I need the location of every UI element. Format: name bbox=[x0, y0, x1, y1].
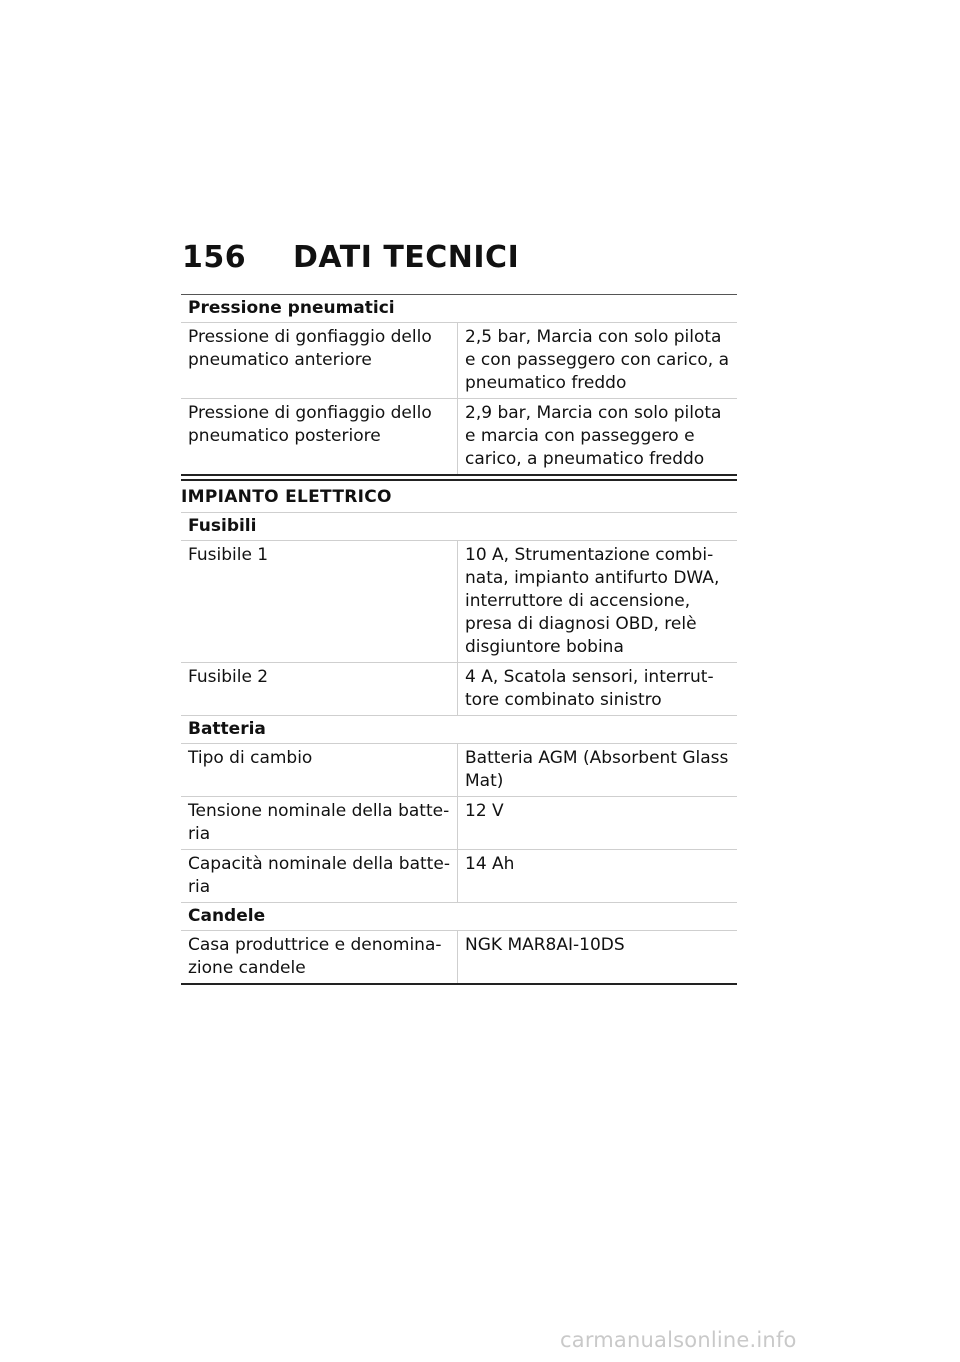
battery-type-label: Tipo di cambio bbox=[181, 744, 458, 796]
table-row bbox=[181, 931, 737, 983]
tire-pressure-title: Pressione pneumatici bbox=[181, 295, 737, 323]
battery-capacity-value: 14 Ah bbox=[465, 854, 515, 874]
battery-voltage-label: Tensione nominale della batteria bbox=[181, 797, 458, 849]
table-row bbox=[181, 663, 737, 716]
battery-title: Batteria bbox=[181, 716, 737, 744]
front-tire-pressure-value: 2,5 bar, Marcia con solo pilota e con passeggero con carico, a pneumatico freddo bbox=[465, 327, 730, 393]
fuse-2-label: Fusibile 2 bbox=[181, 663, 458, 715]
battery-voltage-value: 12 V bbox=[465, 801, 504, 821]
electrical-section-heading: IMPIANTO ELETTRICO bbox=[181, 479, 737, 508]
table-row bbox=[181, 744, 737, 797]
watermark: carmanualsonline.info bbox=[560, 1328, 797, 1352]
page-header bbox=[182, 240, 742, 280]
chapter-title: DATI TECNICI bbox=[292, 240, 520, 275]
battery-type-value: Batteria AGM (Absorbent Glass Mat) bbox=[465, 748, 729, 791]
table-row bbox=[181, 850, 737, 903]
fuse-1-label: Fusibile 1 bbox=[181, 541, 458, 662]
table-row bbox=[181, 399, 737, 474]
table-row bbox=[181, 797, 737, 850]
page-number: 156 bbox=[182, 240, 247, 275]
rear-tire-pressure-label: Pressione di gonfiaggio dello pneumatico posteriore bbox=[181, 399, 458, 474]
spark-plug-label: Casa produttrice e denominazione candele bbox=[181, 931, 458, 983]
battery-capacity-label: Capacità nominale della batteria bbox=[181, 850, 458, 902]
rear-tire-pressure-value: 2,9 bar, Marcia con solo pilota e marcia con passeggero e carico, a pneumatico freddo bbox=[465, 403, 722, 469]
table-row bbox=[181, 541, 737, 663]
spark-plugs-title: Candele bbox=[181, 903, 737, 931]
tire-pressure-table bbox=[181, 294, 737, 476]
table-row bbox=[181, 323, 737, 399]
fuses-title: Fusibili bbox=[181, 513, 737, 541]
spark-plug-value: NGK MAR8AI-10DS bbox=[465, 935, 625, 955]
fuse-1-value: 10 A, Strumentazione combinata, impianto antifurto DWA, interruttore di accensione, presa di diagnosi OBD, relè disgiuntore bobina bbox=[465, 545, 720, 657]
fuse-2-value: 4 A, Scatola sensori, interruttore combinato sinistro bbox=[465, 667, 714, 710]
front-tire-pressure-label: Pressione di gonfiaggio dello pneumatico anteriore bbox=[181, 323, 458, 398]
electrical-table bbox=[181, 512, 737, 985]
